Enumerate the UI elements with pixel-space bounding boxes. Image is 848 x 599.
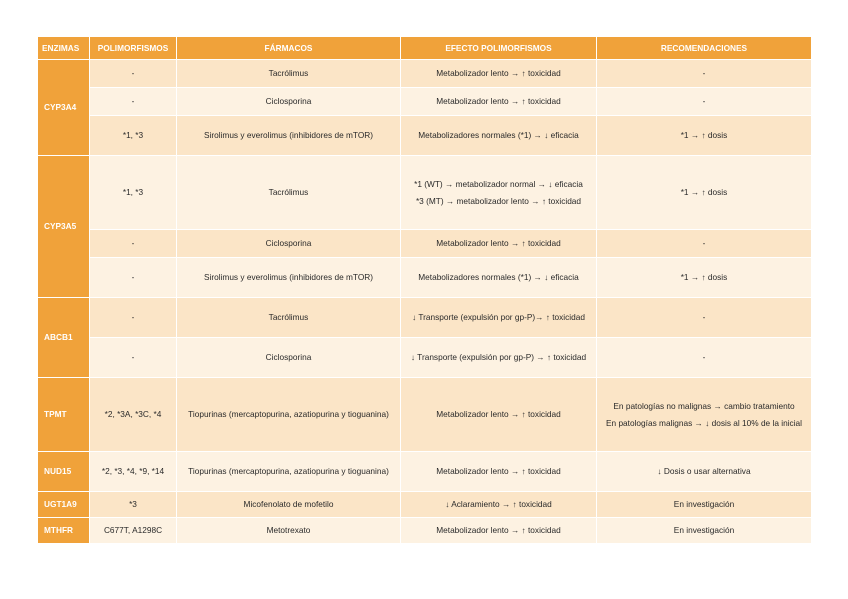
recommendation-cell: - bbox=[597, 88, 812, 116]
polymorphism-cell: *1, *3 bbox=[90, 116, 177, 156]
drug-cell: Tacrólimus bbox=[177, 156, 401, 230]
table-row bbox=[38, 378, 812, 452]
table-row bbox=[38, 156, 812, 230]
recommendation-cell: ↓ Dosis o usar alternativa bbox=[597, 452, 812, 492]
drug-cell: Ciclosporina bbox=[177, 338, 401, 378]
table-row bbox=[38, 518, 812, 544]
table-row bbox=[38, 60, 812, 88]
enzyme-cyp3a5: CYP3A5 bbox=[38, 156, 90, 298]
recommendation-cell: - bbox=[597, 298, 812, 338]
effect-cell: Metabolizador lento → ↑ toxicidad bbox=[401, 518, 597, 544]
enzyme-nud15: NUD15 bbox=[38, 452, 90, 492]
recommendation-cell: *1 → ↑ dosis bbox=[597, 116, 812, 156]
polymorphism-cell: - bbox=[90, 338, 177, 378]
recommendation-cell: - bbox=[597, 338, 812, 378]
header-recomendaciones: RECOMENDACIONES bbox=[597, 37, 812, 60]
effect-line: *1 (WT) → metabolizador normal → ↓ eficacia bbox=[414, 178, 583, 189]
table-row bbox=[38, 492, 812, 518]
effect-cell: Metabolizador lento → ↑ toxicidad bbox=[401, 452, 597, 492]
effect-cell: ↓ Aclaramiento → ↑ toxicidad bbox=[401, 492, 597, 518]
recommendation-cell: *1 → ↑ dosis bbox=[597, 258, 812, 298]
effect-cell: Metabolizador lento → ↑ toxicidad bbox=[401, 230, 597, 258]
drug-cell: Tiopurinas (mercaptopurina, azatiopurina y tioguanina) bbox=[177, 378, 401, 452]
enzyme-cyp3a4: CYP3A4 bbox=[38, 60, 90, 156]
header-polimorfismos: POLIMORFISMOS bbox=[90, 37, 177, 60]
table-row bbox=[38, 230, 812, 258]
header-farmacos: FÁRMACOS bbox=[177, 37, 401, 60]
polymorphism-cell: *3 bbox=[90, 492, 177, 518]
recommendation-cell: En investigación bbox=[597, 518, 812, 544]
polymorphism-cell: - bbox=[90, 230, 177, 258]
drug-cell: Sirolimus y everolimus (inhibidores de mTOR) bbox=[177, 116, 401, 156]
recommendation-cell: En investigación bbox=[597, 492, 812, 518]
effect-cell bbox=[401, 156, 597, 230]
drug-cell: Tiopurinas (mercaptopurina, azatiopurina y tioguanina) bbox=[177, 452, 401, 492]
table-row bbox=[38, 338, 812, 378]
enzyme-mthfr: MTHFR bbox=[38, 518, 90, 544]
drug-cell: Tacrólimus bbox=[177, 298, 401, 338]
effect-line: *3 (MT) → metabolizador lento → ↑ toxicidad bbox=[415, 195, 582, 206]
effect-cell: ↓ Transporte (expulsión por gp-P) → ↑ toxicidad bbox=[401, 338, 597, 378]
table-row bbox=[38, 258, 812, 298]
drug-cell: Tacrólimus bbox=[177, 60, 401, 88]
drug-cell: Micofenolato de mofetilo bbox=[177, 492, 401, 518]
table-row bbox=[38, 298, 812, 338]
table-row bbox=[38, 452, 812, 492]
recommendation-cell: - bbox=[597, 230, 812, 258]
enzyme-ugt1a9: UGT1A9 bbox=[38, 492, 90, 518]
recommendation-cell: *1 → ↑ dosis bbox=[597, 156, 812, 230]
polymorphism-cell: *2, *3, *4, *9, *14 bbox=[90, 452, 177, 492]
drug-cell: Sirolimus y everolimus (inhibidores de mTOR) bbox=[177, 258, 401, 298]
effect-cell: Metabolizador lento → ↑ toxicidad bbox=[401, 378, 597, 452]
enzyme-abcb1: ABCB1 bbox=[38, 298, 90, 378]
polymorphism-cell: - bbox=[90, 258, 177, 298]
polymorphism-cell: *2, *3A, *3C, *4 bbox=[90, 378, 177, 452]
effect-cell: Metabolizadores normales (*1) → ↓ eficacia bbox=[401, 116, 597, 156]
recommendation-cell: - bbox=[597, 60, 812, 88]
recommendation-line: En patologías no malignas → cambio tratamiento bbox=[613, 400, 795, 411]
drug-cell: Metotrexato bbox=[177, 518, 401, 544]
polymorphism-cell: - bbox=[90, 298, 177, 338]
header-enzimas: ENZIMAS bbox=[38, 37, 90, 60]
drug-cell: Ciclosporina bbox=[177, 88, 401, 116]
polymorphism-cell: *1, *3 bbox=[90, 156, 177, 230]
table-row bbox=[38, 116, 812, 156]
header-row bbox=[38, 37, 812, 60]
effect-cell: Metabolizador lento → ↑ toxicidad bbox=[401, 60, 597, 88]
effect-cell: ↓ Transporte (expulsión por gp-P)→ ↑ toxicidad bbox=[401, 298, 597, 338]
effect-cell: Metabolizador lento → ↑ toxicidad bbox=[401, 88, 597, 116]
enzyme-tpmt: TPMT bbox=[38, 378, 90, 452]
recommendation-cell bbox=[597, 378, 812, 452]
polymorphism-cell: - bbox=[90, 88, 177, 116]
drug-cell: Ciclosporina bbox=[177, 230, 401, 258]
recommendation-line: En patologías malignas → ↓ dosis al 10% de la inicial bbox=[605, 417, 802, 428]
table-row bbox=[38, 88, 812, 116]
pharmacogenetics-table bbox=[37, 36, 812, 544]
header-efecto: EFECTO POLIMORFISMOS bbox=[401, 37, 597, 60]
polymorphism-cell: - bbox=[90, 60, 177, 88]
polymorphism-cell: C677T, A1298C bbox=[90, 518, 177, 544]
effect-cell: Metabolizadores normales (*1) → ↓ eficacia bbox=[401, 258, 597, 298]
